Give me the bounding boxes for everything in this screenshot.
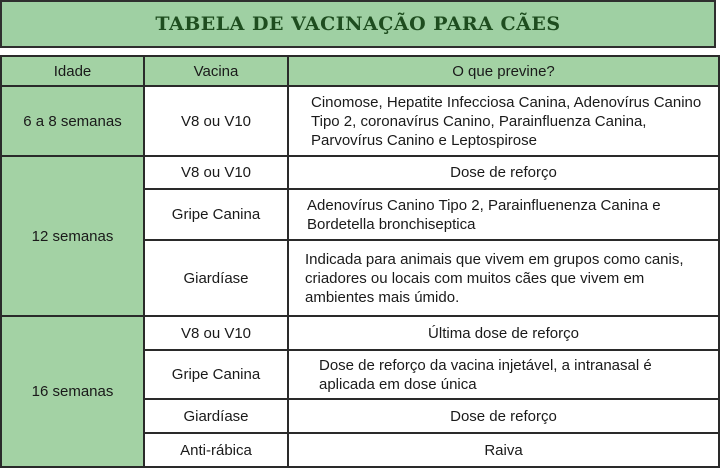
- vaccine-cell: V8 ou V10: [144, 156, 288, 189]
- prevents-cell: [288, 350, 719, 399]
- prevents-cell: [288, 399, 719, 433]
- vaccine-cell: Giardíase: [144, 399, 288, 433]
- vaccination-table: [0, 55, 720, 468]
- prevents-text: Última dose de reforço: [428, 324, 579, 342]
- table-title: TABELA DE VACINAÇÃO PARA CÃES: [155, 13, 561, 35]
- prevents-text: Dose de reforço: [450, 407, 557, 425]
- prevents-text: Raiva: [484, 441, 523, 459]
- prevents-text: Adenovírus Canino Tipo 2, Parainfluenenza Canina e Bordetella bronchiseptica: [307, 196, 661, 233]
- prevents-text: Dose de reforço: [450, 164, 557, 181]
- prevents-cell: [288, 189, 719, 240]
- header-age: Idade: [1, 56, 144, 86]
- table-row: [1, 156, 719, 189]
- vaccine-cell: V8 ou V10: [144, 86, 288, 156]
- vaccine-cell: Anti-rábica: [144, 433, 288, 467]
- title-bar: [0, 0, 716, 48]
- prevents-cell: [288, 240, 719, 316]
- prevents-text: Indicada para animais que vivem em grupos como canis, criadores ou locais com muitos cães que vivem em ambientes mais úmido.: [305, 250, 684, 306]
- vaccine-cell: V8 ou V10: [144, 316, 288, 350]
- prevents-cell: [288, 86, 719, 156]
- vaccine-cell: Gripe Canina: [144, 350, 288, 399]
- table-row: [1, 86, 719, 156]
- header-vaccine: Vacina: [144, 56, 288, 86]
- prevents-text: Dose de reforço da vacina injetável, a intranasal é aplicada em dose única: [319, 356, 652, 393]
- age-cell: 6 a 8 semanas: [1, 86, 144, 156]
- vaccine-cell: Giardíase: [144, 240, 288, 316]
- table-row: [1, 316, 719, 350]
- prevents-cell: [288, 316, 719, 350]
- age-cell: 16 semanas: [1, 316, 144, 467]
- header-row: [1, 56, 719, 86]
- prevents-cell: [288, 156, 719, 189]
- prevents-text: Cinomose, Hepatite Infecciosa Canina, Adenovírus Canino Tipo 2, coronavírus Canino, Parainfluenza Canina, Parvovírus Canino e Leptospirose: [311, 93, 702, 149]
- header-prevents: O que previne?: [288, 56, 719, 86]
- prevents-cell: [288, 433, 719, 467]
- vaccine-cell: Gripe Canina: [144, 189, 288, 240]
- age-cell: 12 semanas: [1, 156, 144, 316]
